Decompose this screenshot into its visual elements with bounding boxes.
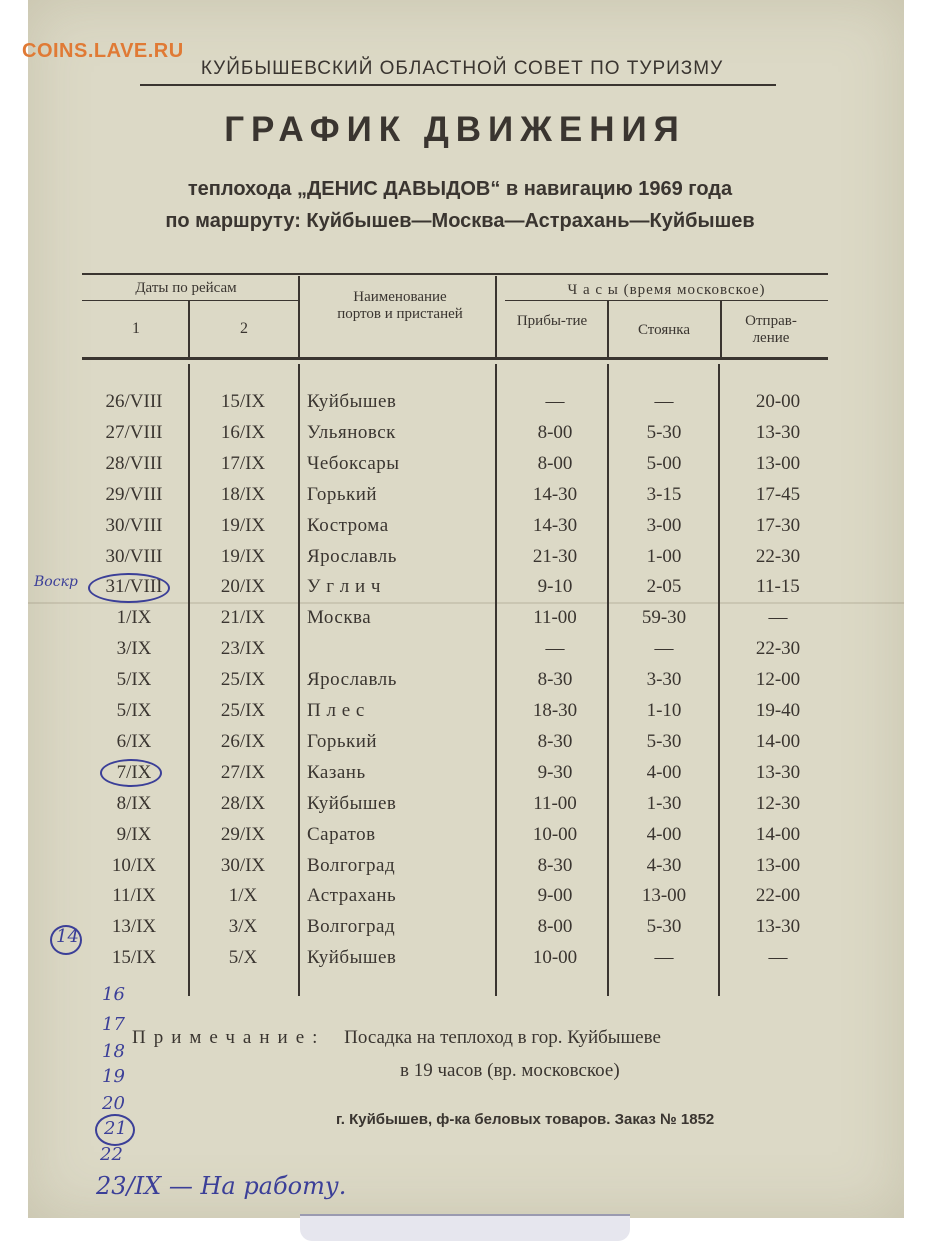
- paper-fold: [28, 602, 904, 604]
- header-divider: [495, 276, 497, 357]
- arrival-time: 8-30: [537, 854, 573, 876]
- port-name: Горький: [307, 730, 378, 752]
- date-run-1: 3/IX: [116, 638, 152, 660]
- date-run-1: 30/VIII: [105, 545, 163, 567]
- handwritten-number: 14: [56, 926, 79, 947]
- handwritten-number: 16: [102, 984, 125, 1005]
- date-run-1: 15/IX: [111, 947, 157, 969]
- stop-duration: 59-30: [641, 607, 687, 629]
- date-run-1: 29/VIII: [105, 483, 163, 505]
- date-run-1: 28/VIII: [105, 452, 163, 474]
- arrival-time: 10-00: [532, 823, 578, 845]
- handwritten-side-note: Воскр: [34, 574, 78, 590]
- date-run-2: 23/IX: [220, 638, 266, 660]
- note-text-continued: в 19 часов (вр. московское): [400, 1060, 620, 1081]
- header-rule: [140, 84, 776, 86]
- port-name: Казань: [307, 761, 366, 783]
- table-top-rule: [82, 273, 828, 275]
- date-run-2: 27/IX: [220, 761, 266, 783]
- header-divider: [298, 276, 300, 357]
- departure-time: 22-00: [755, 885, 801, 907]
- departure-time: 13-30: [755, 916, 801, 938]
- departure-time: 13-00: [755, 452, 801, 474]
- stop-duration: 1-30: [646, 792, 682, 814]
- stop-duration: 1-00: [646, 545, 682, 567]
- column-divider: [718, 364, 720, 996]
- hours-header: Ч а с ы (время московское): [567, 282, 766, 298]
- ports-header: Наименование портов и пристаней: [337, 289, 463, 322]
- arrival-time: 8-30: [537, 730, 573, 752]
- date-run-1: 10/IX: [111, 854, 157, 876]
- handwritten-number: 22: [100, 1144, 123, 1165]
- header-divider: [720, 301, 722, 357]
- arrival-time: 8-00: [537, 452, 573, 474]
- date-run-2: 29/IX: [220, 823, 266, 845]
- departure-time: 19-40: [755, 700, 801, 721]
- date-run-2: 28/IX: [220, 792, 266, 814]
- port-name: Москва: [307, 607, 372, 629]
- stop-duration: 4-30: [646, 854, 682, 876]
- stop-duration: 3-15: [646, 483, 682, 505]
- port-name: Куйбышев: [307, 947, 397, 969]
- handwritten-circle: [50, 925, 82, 955]
- port-name: Волгоград: [307, 854, 396, 876]
- stop-duration: 5-00: [646, 452, 682, 474]
- subtitle-ship: теплохода „ДЕНИС ДАВЫДОВ“ в навигацию 1969 года: [187, 178, 733, 200]
- departure-time: 11-15: [756, 576, 800, 598]
- date-run-2: 16/IX: [220, 421, 266, 443]
- date-run-1: 7/IX: [116, 761, 152, 783]
- port-name: Куйбышев: [307, 391, 397, 412]
- stop-duration: —: [654, 638, 674, 660]
- departure-time: —: [768, 607, 788, 629]
- column-divider: [495, 364, 497, 996]
- departure-time: 13-30: [755, 421, 801, 443]
- date-run-2: 21/IX: [220, 607, 266, 629]
- date-run-2: 26/IX: [220, 730, 266, 752]
- date-run-1: 9/IX: [116, 823, 152, 845]
- note: [132, 1027, 661, 1049]
- dates-header-rule: [82, 300, 298, 301]
- watermark: COINS.LAVE.RU: [22, 40, 184, 62]
- handwritten-circle: [88, 573, 170, 603]
- port-name: Кострома: [307, 514, 389, 536]
- date-run-2: 19/IX: [220, 545, 266, 567]
- date-run-2: 25/IX: [220, 669, 266, 691]
- stop-header: Стоянка: [637, 322, 691, 338]
- departure-time: —: [768, 947, 788, 969]
- departure-time: 13-30: [755, 761, 801, 783]
- date-run-2: 19/IX: [220, 514, 266, 536]
- note-text: Посадка на теплоход в гор. Куйбышеве: [344, 1027, 661, 1048]
- date-run-2: 3/X: [228, 916, 258, 938]
- date-run-1: 26/VIII: [105, 391, 163, 412]
- stop-duration: —: [654, 947, 674, 969]
- port-name: Саратов: [307, 823, 376, 845]
- arrival-time: 14-30: [532, 483, 578, 505]
- stop-duration: 13-00: [641, 885, 687, 907]
- port-name: У г л и ч: [307, 576, 381, 598]
- arrival-time: 8-00: [537, 421, 573, 443]
- date-run-1: 5/IX: [116, 669, 152, 691]
- handwritten-number: 17: [102, 1014, 125, 1035]
- date-run-1: 8/IX: [116, 792, 152, 814]
- handwritten-number: 19: [102, 1066, 125, 1087]
- printer-imprint: г. Куйбышев, ф-ка беловых товаров. Заказ № 1852: [336, 1111, 715, 1128]
- port-name: Куйбышев: [307, 792, 397, 814]
- stop-duration: 4-00: [646, 823, 682, 845]
- stop-duration: 5-30: [646, 730, 682, 752]
- date-run-2: 1/X: [228, 885, 258, 907]
- stop-duration: 2-05: [646, 576, 682, 598]
- date-run-1: 13/IX: [111, 916, 157, 938]
- departure-header: Отправ-ление: [745, 313, 797, 346]
- column-divider: [188, 364, 190, 996]
- table-header-bottom-rule: [82, 357, 828, 360]
- column-divider: [298, 364, 300, 996]
- date-run-2: 18/IX: [220, 483, 266, 505]
- port-name: П л е с: [307, 700, 365, 721]
- date-run-1: 27/VIII: [105, 421, 163, 443]
- column-2-header: 2: [240, 320, 248, 337]
- departure-time: 22-30: [755, 545, 801, 567]
- stop-duration: 5-30: [646, 916, 682, 938]
- arrival-time: 9-30: [537, 761, 573, 783]
- page-title: ГРАФИК ДВИЖЕНИЯ: [224, 110, 686, 149]
- departure-time: 17-30: [755, 514, 801, 536]
- arrival-header: Прибы-тие: [516, 313, 588, 329]
- date-run-2: 25/IX: [220, 700, 266, 721]
- port-name: Чебоксары: [307, 452, 400, 474]
- handwritten-number: 21: [104, 1118, 127, 1139]
- date-run-2: 17/IX: [220, 452, 266, 474]
- stop-duration: 3-30: [646, 669, 682, 691]
- arrival-time: 21-30: [532, 545, 578, 567]
- port-name: Ульяновск: [307, 421, 396, 443]
- date-run-1: 30/VIII: [105, 514, 163, 536]
- date-run-2: 15/IX: [220, 391, 266, 412]
- departure-time: 13-00: [755, 854, 801, 876]
- organization-name: КУЙБЫШЕВСКИЙ ОБЛАСТНОЙ СОВЕТ ПО ТУРИЗМУ: [200, 58, 724, 79]
- arrival-time: 9-00: [537, 885, 573, 907]
- arrival-time: 8-00: [537, 916, 573, 938]
- date-run-1: 5/IX: [116, 700, 152, 721]
- stop-duration: 3-00: [646, 514, 682, 536]
- port-name: Астрахань: [307, 885, 397, 907]
- dates-header: Даты по рейсам: [135, 280, 237, 296]
- note-label: Примечание:: [132, 1027, 326, 1048]
- port-name: Волгоград: [307, 916, 396, 938]
- hours-header-rule: [505, 300, 828, 301]
- scanner-edge: [300, 1214, 630, 1241]
- port-name: Горький: [307, 483, 378, 505]
- date-run-2: 5/X: [228, 947, 258, 969]
- handwritten-circle: [100, 759, 162, 787]
- arrival-time: 18-30: [532, 700, 578, 721]
- departure-time: 12-30: [755, 792, 801, 814]
- stop-duration: —: [654, 391, 674, 412]
- header-divider: [607, 301, 609, 357]
- handwritten-final-note: 23/IX — На работу.: [96, 1172, 347, 1200]
- stop-duration: 1-10: [646, 700, 682, 721]
- arrival-time: 9-10: [537, 576, 573, 598]
- handwritten-circle: [95, 1114, 135, 1146]
- arrival-time: 14-30: [532, 514, 578, 536]
- date-run-1: 31/VIII: [105, 576, 163, 598]
- stop-duration: 4-00: [646, 761, 682, 783]
- column-divider: [607, 364, 609, 996]
- arrival-time: 10-00: [532, 947, 578, 969]
- arrival-time: —: [545, 391, 565, 412]
- port-name: Ярославль: [307, 669, 397, 691]
- departure-time: 12-00: [755, 669, 801, 691]
- date-run-1: 6/IX: [116, 730, 152, 752]
- column-1-header: 1: [132, 320, 140, 337]
- arrival-time: —: [545, 638, 565, 660]
- departure-time: 22-30: [755, 638, 801, 660]
- handwritten-number: 20: [102, 1093, 125, 1114]
- port-name: Ярославль: [307, 545, 397, 567]
- date-run-1: 1/IX: [116, 607, 152, 629]
- arrival-time: 8-30: [537, 669, 573, 691]
- date-run-2: 20/IX: [220, 576, 266, 598]
- date-run-2: 30/IX: [220, 854, 266, 876]
- departure-time: 14-00: [755, 730, 801, 752]
- departure-time: 17-45: [755, 483, 801, 505]
- subtitle-route: по маршруту: Куйбышев—Москва—Астрахань—Куйбышев: [165, 210, 755, 232]
- date-run-1: 11/IX: [112, 885, 156, 907]
- arrival-time: 11-00: [533, 607, 577, 629]
- departure-time: 20-00: [755, 391, 801, 412]
- departure-time: 14-00: [755, 823, 801, 845]
- stop-duration: 5-30: [646, 421, 682, 443]
- handwritten-number: 18: [102, 1041, 125, 1062]
- arrival-time: 11-00: [533, 792, 577, 814]
